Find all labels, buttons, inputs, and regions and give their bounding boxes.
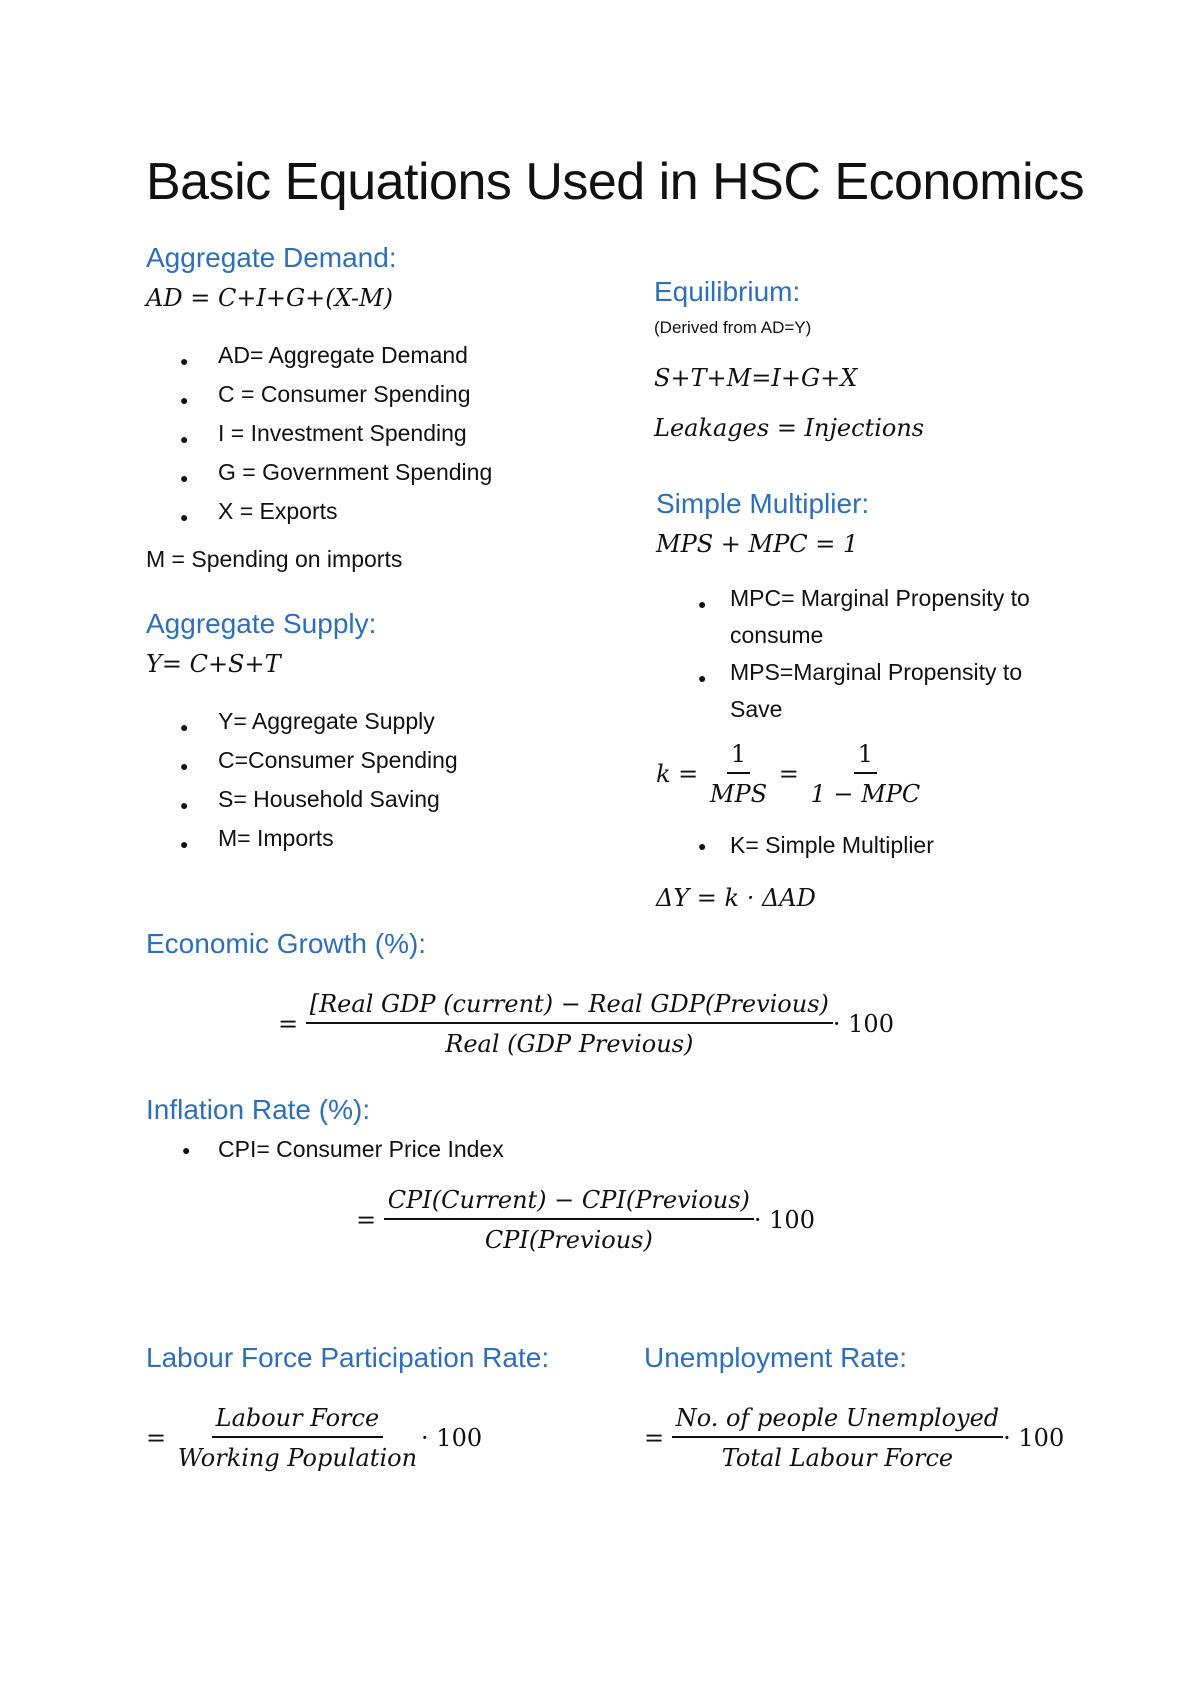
delta-y-equation: ΔY = k · ΔAD <box>656 884 816 912</box>
list-item: ● M= Imports <box>146 819 458 858</box>
multiplier-k-formula: k = $\frac{1}{\text{MPS}}$ = $\frac{1}{\text{1 − MPC}}$ <box>656 740 924 808</box>
list-item: ● X = Exports <box>146 492 492 531</box>
list-item: ● C = Consumer Spending <box>146 375 492 414</box>
participation-heading: Labour Force Participation Rate: <box>146 1342 550 1373</box>
imports-note: M = Spending on imports <box>146 546 403 572</box>
leakages-injections: Leakages = Injections <box>654 414 925 442</box>
inflation-fraction: $\frac{\text{CPI(Current) − CPI(Previous)}}{\text{CPI(Previous)}}$ <box>384 1186 754 1254</box>
list-item: ● MPS=Marginal Propensity to <box>698 659 1023 686</box>
multiplier-list <box>656 580 1030 728</box>
list-item: ● CPI= Consumer Price Index <box>182 1136 504 1162</box>
unemployment-heading: Unemployment Rate: <box>644 1342 908 1373</box>
page-title: Basic Equations Used in HSC Economics <box>146 153 1085 211</box>
equilibrium-note: (Derived from AD=Y) <box>654 318 812 337</box>
aggregate-supply-equation: Y= C+S+T <box>146 650 281 678</box>
list-item: ● G = Government Spending <box>146 453 492 492</box>
list-item: ● AD= Aggregate Demand <box>146 336 492 375</box>
list-item: ● I = Investment Spending <box>146 414 492 453</box>
economic-growth-formula: = $\frac{\text{[Real GDP (current) − Real GDP(Previous)}}{\text{Real (GDP Previous)}}$ · 100 <box>278 990 894 1058</box>
equilibrium-heading: Equilibrium: <box>654 276 801 307</box>
unemployment-formula: = $\frac{\text{No. of people Unemployed}}{\text{Total Labour Force}}$ · 100 <box>644 1404 1065 1472</box>
mps-mpc-equation: MPS + MPC = 1 <box>656 530 859 558</box>
list-item-continued: consume <box>730 622 824 648</box>
fraction-mps: $\frac{1}{\text{MPS}}$ <box>709 740 768 808</box>
economic-growth-heading: Economic Growth (%): <box>146 928 427 959</box>
aggregate-supply-list <box>146 702 458 858</box>
list-item: ● MPC= Marginal Propensity to <box>698 585 1030 612</box>
equilibrium-equation: S+T+M=I+G+X <box>654 364 858 392</box>
list-item-continued: Save <box>730 696 783 722</box>
list-item: ● K= Simple Multiplier <box>698 832 934 858</box>
list-item: ● C=Consumer Spending <box>146 741 458 780</box>
participation-fraction: $\frac{\text{Labour Force}}{\text{Working Population}}$ <box>177 1404 418 1472</box>
fraction-mpc: $\frac{1}{\text{1 − MPC}}$ <box>810 740 921 808</box>
inflation-heading: Inflation Rate (%): <box>146 1094 371 1125</box>
aggregate-demand-list <box>146 336 492 531</box>
growth-fraction: $\frac{\text{[Real GDP (current) − Real GDP(Previous)}}{\text{Real (GDP Previous)}}$ <box>306 990 833 1058</box>
simple-multiplier-heading: Simple Multiplier: <box>656 488 870 519</box>
list-item: ● Y= Aggregate Supply <box>146 702 458 741</box>
aggregate-supply-heading: Aggregate Supply: <box>146 608 377 639</box>
inflation-formula: = $\frac{\text{CPI(Current) − CPI(Previous)}}{\text{CPI(Previous)}}$ · 100 <box>356 1186 815 1254</box>
aggregate-demand-equation: AD = C+I+G+(X-M) <box>146 284 393 312</box>
participation-formula: = $\frac{\text{Labour Force}}{\text{Working Population}}$ · 100 <box>146 1404 483 1472</box>
aggregate-demand-heading: Aggregate Demand: <box>146 242 397 273</box>
list-item: ● S= Household Saving <box>146 780 458 819</box>
unemployment-fraction: $\frac{\text{No. of people Unemployed}}{\text{Total Labour Force}}$ <box>672 1404 1003 1472</box>
